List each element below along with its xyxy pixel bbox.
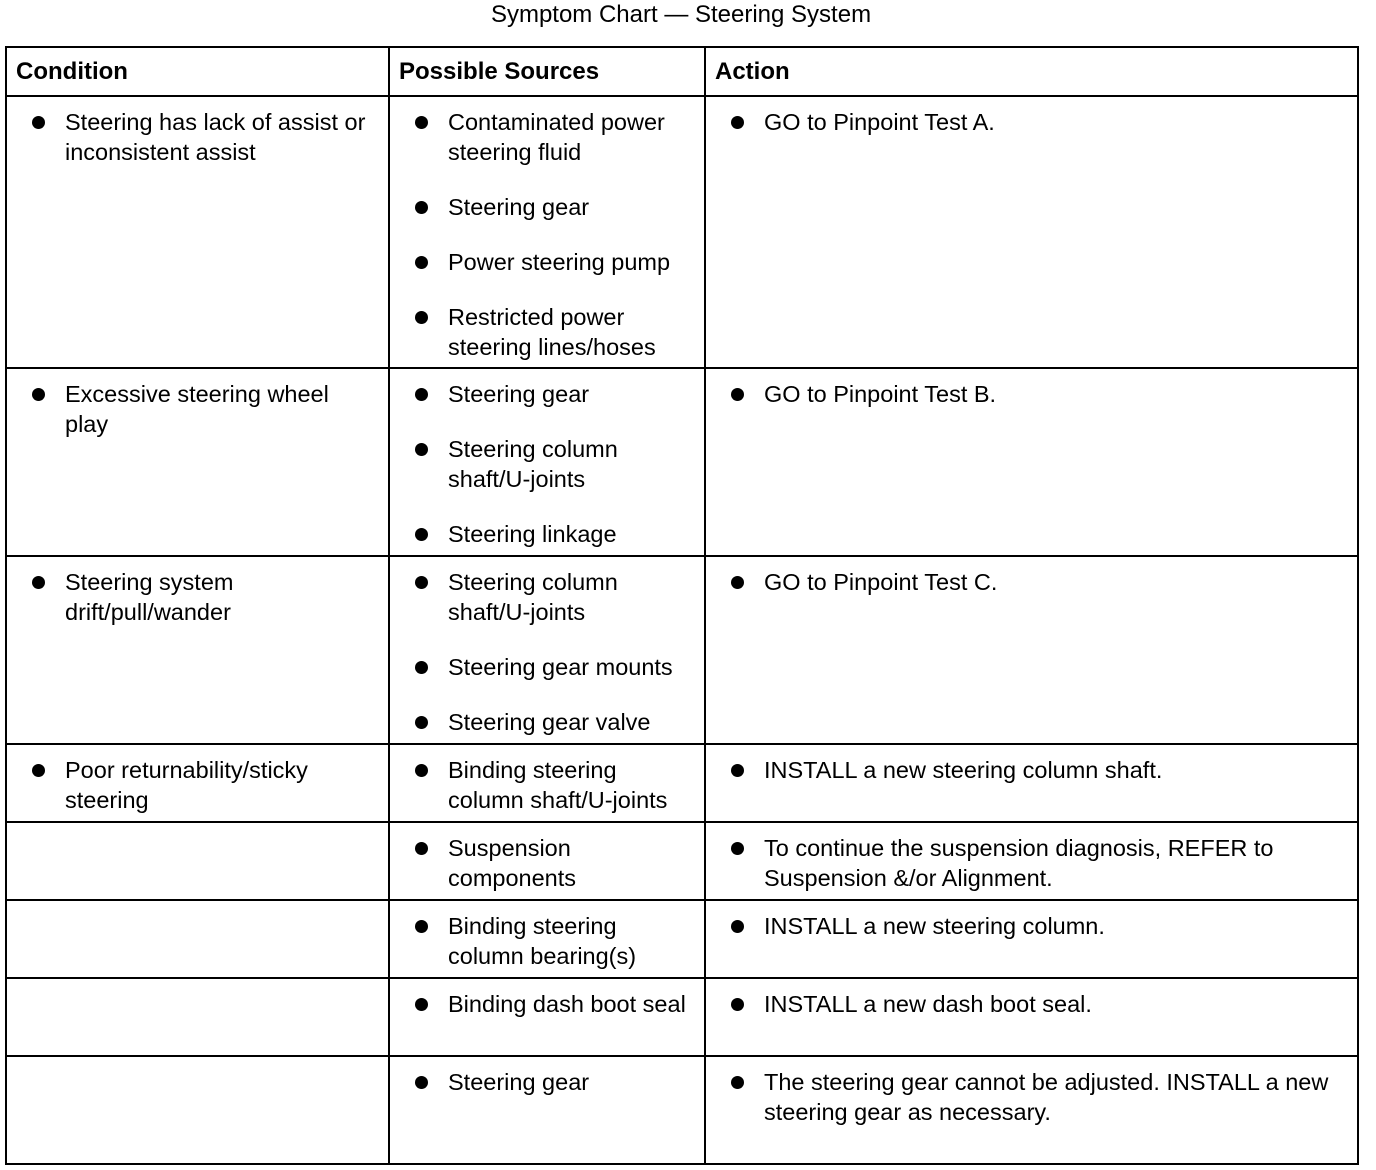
list-item	[390, 247, 704, 277]
condition-cell	[6, 978, 389, 1056]
list-item-text: Binding steering column shaft/U-joints	[448, 757, 668, 813]
bullet-list	[390, 97, 704, 362]
bullet-list	[7, 1057, 388, 1067]
action-cell	[705, 744, 1358, 822]
bullet-list	[390, 557, 704, 737]
list-item	[390, 707, 704, 737]
list-item	[7, 755, 388, 815]
list-item	[390, 567, 704, 627]
list-item	[706, 1067, 1357, 1127]
list-item-text: Restricted power steering lines/hoses	[448, 304, 656, 360]
list-item	[706, 833, 1357, 893]
bullet-list	[390, 823, 704, 893]
bullet-list	[706, 823, 1357, 893]
list-item-text: Binding dash boot seal	[448, 991, 686, 1017]
bullet-list	[7, 557, 388, 627]
bullet-icon	[415, 388, 428, 401]
list-item-text: Steering gear	[448, 1069, 590, 1095]
bullet-list	[7, 823, 388, 833]
list-item	[390, 302, 704, 362]
list-item-text: Steering has lack of assist or inconsistent assist	[65, 109, 366, 165]
table-row	[6, 1056, 1358, 1164]
bullet-list	[706, 745, 1357, 785]
bullet-list	[7, 901, 388, 911]
sources-cell	[389, 556, 705, 744]
list-item	[7, 379, 388, 439]
bullet-icon	[415, 576, 428, 589]
list-item-text: Steering system drift/pull/wander	[65, 569, 234, 625]
list-item-text: Binding steering column bearing(s)	[448, 913, 637, 969]
action-cell	[705, 822, 1358, 900]
list-item	[7, 107, 388, 167]
bullet-icon	[731, 998, 744, 1011]
bullet-list	[706, 901, 1357, 941]
bullet-icon	[415, 1076, 428, 1089]
list-item-text: Excessive steering wheel play	[65, 381, 329, 437]
bullet-icon	[415, 201, 428, 214]
bullet-icon	[731, 842, 744, 855]
bullet-list	[706, 369, 1357, 409]
list-item-text: Steering gear valve	[448, 709, 651, 735]
action-cell	[705, 556, 1358, 744]
bullet-list	[390, 901, 704, 971]
sources-cell	[389, 744, 705, 822]
condition-cell	[6, 368, 389, 556]
bullet-icon	[32, 388, 45, 401]
list-item-text: Steering linkage	[448, 521, 617, 547]
table-row	[6, 822, 1358, 900]
bullet-icon	[415, 528, 428, 541]
action-cell	[705, 1056, 1358, 1164]
table-row	[6, 978, 1358, 1056]
bullet-icon	[415, 661, 428, 674]
bullet-list	[390, 979, 704, 1019]
bullet-icon	[415, 256, 428, 269]
list-item-text: INSTALL a new steering column.	[764, 913, 1105, 939]
list-item	[390, 519, 704, 549]
bullet-list	[706, 979, 1357, 1019]
bullet-icon	[415, 443, 428, 456]
list-item	[706, 107, 1357, 137]
list-item-text: Contaminated power steering fluid	[448, 109, 665, 165]
sources-cell	[389, 822, 705, 900]
list-item	[390, 107, 704, 167]
list-item	[390, 911, 704, 971]
condition-cell	[6, 900, 389, 978]
bullet-list	[7, 97, 388, 167]
bullet-list	[7, 369, 388, 439]
list-item-text: Power steering pump	[448, 249, 671, 275]
list-item	[390, 192, 704, 222]
list-item-text: GO to Pinpoint Test C.	[764, 569, 998, 595]
bullet-icon	[731, 1076, 744, 1089]
list-item-text: GO to Pinpoint Test B.	[764, 381, 997, 407]
header-row	[6, 47, 1358, 96]
list-item-text: To continue the suspension diagnosis, REFER to Suspension &/or Alignment.	[764, 835, 1274, 891]
table-row	[6, 96, 1358, 368]
action-cell	[705, 978, 1358, 1056]
list-item	[390, 1067, 704, 1097]
bullet-icon	[415, 842, 428, 855]
list-item	[706, 989, 1357, 1019]
list-item-text: The steering gear cannot be adjusted. INSTALL a new steering gear as necessary.	[764, 1069, 1329, 1125]
sources-cell	[389, 368, 705, 556]
bullet-icon	[415, 716, 428, 729]
table-row	[6, 556, 1358, 744]
list-item-text: Steering column shaft/U-joints	[448, 569, 618, 625]
list-item	[706, 567, 1357, 597]
list-item	[706, 755, 1357, 785]
list-item-text: Steering gear	[448, 194, 590, 220]
list-item	[390, 652, 704, 682]
action-cell	[705, 96, 1358, 368]
table-row	[6, 368, 1358, 556]
bullet-list	[390, 1057, 704, 1097]
sources-cell	[389, 96, 705, 368]
list-item-text: Steering column shaft/U-joints	[448, 436, 618, 492]
bullet-icon	[415, 998, 428, 1011]
header-possible-sources: Possible Sources	[389, 47, 705, 96]
list-item-text: Suspension components	[448, 835, 577, 891]
list-item-text: Steering gear	[448, 381, 590, 407]
list-item-text: GO to Pinpoint Test A.	[764, 109, 995, 135]
condition-cell	[6, 96, 389, 368]
bullet-icon	[415, 116, 428, 129]
bullet-icon	[415, 920, 428, 933]
condition-cell	[6, 822, 389, 900]
action-cell	[705, 368, 1358, 556]
condition-cell	[6, 1056, 389, 1164]
sources-cell	[389, 900, 705, 978]
bullet-list	[706, 557, 1357, 597]
bullet-icon	[731, 920, 744, 933]
bullet-icon	[415, 311, 428, 324]
sources-cell	[389, 1056, 705, 1164]
table-row	[6, 900, 1358, 978]
bullet-list	[7, 979, 388, 989]
list-item-text: INSTALL a new steering column shaft.	[764, 757, 1163, 783]
list-item-text: Poor returnability/sticky steering	[65, 757, 308, 813]
list-item	[390, 755, 704, 815]
list-item-text: INSTALL a new dash boot seal.	[764, 991, 1092, 1017]
sources-cell	[389, 978, 705, 1056]
condition-cell	[6, 556, 389, 744]
list-item	[706, 379, 1357, 409]
list-item-text: Steering gear mounts	[448, 654, 673, 680]
list-item	[390, 833, 704, 893]
bullet-icon	[731, 388, 744, 401]
header-condition: Condition	[6, 47, 389, 96]
bullet-list	[706, 97, 1357, 137]
symptom-chart-table	[5, 46, 1359, 1165]
page-title: Symptom Chart — Steering System	[490, 1, 872, 28]
bullet-list	[706, 1057, 1357, 1127]
bullet-icon	[32, 576, 45, 589]
header-action: Action	[705, 47, 1358, 96]
list-item	[390, 434, 704, 494]
bullet-icon	[731, 576, 744, 589]
bullet-icon	[731, 116, 744, 129]
condition-cell	[6, 744, 389, 822]
bullet-list	[7, 745, 388, 815]
list-item	[390, 379, 704, 409]
action-cell	[705, 900, 1358, 978]
bullet-icon	[415, 764, 428, 777]
bullet-icon	[32, 116, 45, 129]
bullet-icon	[32, 764, 45, 777]
list-item	[706, 911, 1357, 941]
list-item	[7, 567, 388, 627]
bullet-list	[390, 745, 704, 815]
bullet-list	[390, 369, 704, 549]
bullet-icon	[731, 764, 744, 777]
list-item	[390, 989, 704, 1019]
table-row	[6, 744, 1358, 822]
